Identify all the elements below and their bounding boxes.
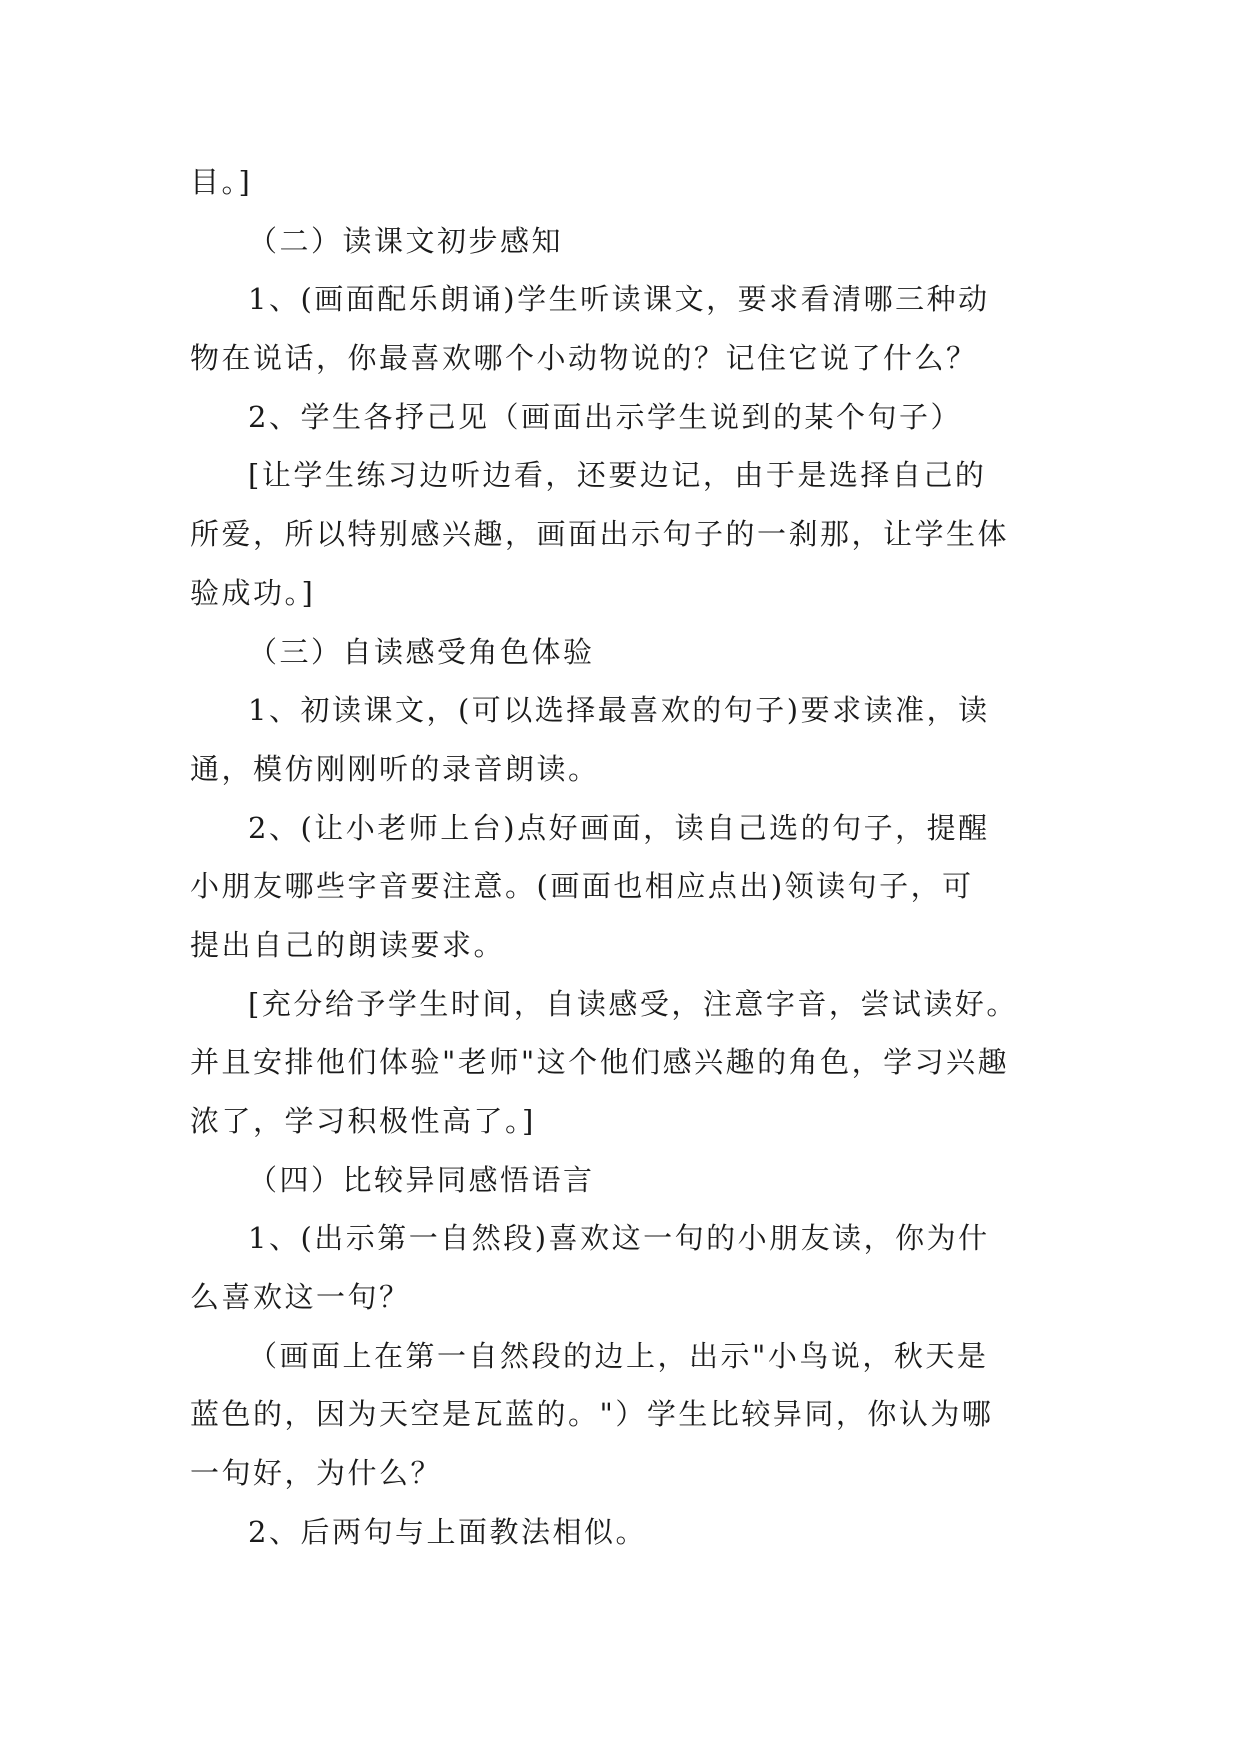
text-line: 2、(让小老师上台)点好画面，读自己选的句子，提醒 [248,810,990,845]
text-line: 目。] [190,165,253,199]
text-line: 1、(出示第一自然段)喜欢这一句的小朋友读，你为什 [248,1221,990,1256]
text-line: 小朋友哪些字音要注意。(画面也相应点出)领读句子，可 [190,869,974,904]
text-line: 2、学生各抒己见（画面出示学生说到的某个句子） [248,399,962,434]
text-line: 1、初读课文，(可以选择最喜欢的句子)要求读准，读 [248,693,990,728]
text-line: 么喜欢这一句？ [190,1280,411,1315]
text-line: 所爱，所以特别感兴趣，画面出示句子的一刹那，让学生体 [190,517,1010,552]
text-line: [让学生练习边听边看，还要边记，由于是选择自己的 [248,458,987,493]
text-line: 提出自己的朗读要求。 [190,927,506,962]
text-line: 蓝色的，因为天空是瓦蓝的。"）学生比较异同，你认为哪 [190,1397,994,1432]
text-line: 1、(画面配乐朗诵)学生听读课文，要求看清哪三种动 [248,282,990,317]
section-heading-4: （四）比较异同感悟语言 [248,1162,595,1197]
text-line: 通，模仿刚刚听的录音朗读。 [190,751,600,786]
section-heading-2: （二）读课文初步感知 [248,223,564,258]
text-line: （画面上在第一自然段的边上，出示"小鸟说，秋天是 [248,1338,989,1373]
text-line: 验成功。] [190,575,316,610]
text-line: 一句好，为什么？ [190,1456,443,1491]
section-heading-3: （三）自读感受角色体验 [248,634,595,669]
text-line: 并且安排他们体验"老师"这个他们感兴趣的角色，学习兴趣 [190,1045,1010,1080]
text-line: [充分给予学生时间，自读感受，注意字音，尝试读好。 [248,986,1018,1021]
text-line: 2、后两句与上面教法相似。 [248,1514,647,1549]
text-line: 浓了，学习积极性高了。] [190,1104,536,1138]
text-line: 物在说话，你最喜欢哪个小动物说的？记住它说了什么？ [190,341,978,376]
document-body [190,153,1060,1562]
